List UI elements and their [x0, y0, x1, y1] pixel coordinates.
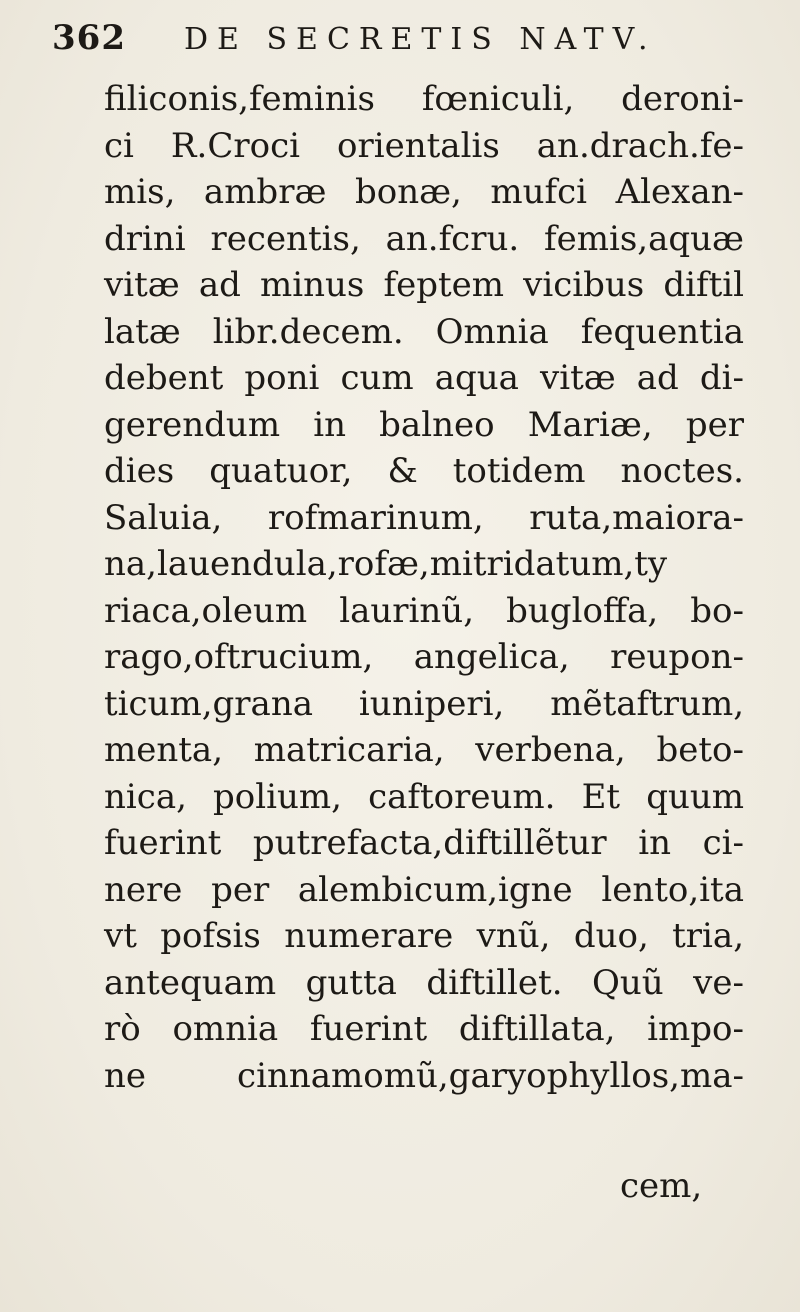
body-text	[104, 76, 744, 1099]
catchword: cem,	[620, 1166, 703, 1206]
text-line: latæ libr.decem. Omnia fequentia	[104, 311, 744, 352]
text-line: filiconis,feminis fœniculi, deroni-	[104, 79, 744, 119]
text-line: dies quatuor, & totidem noctes.	[104, 451, 744, 491]
text-line: menta, matricaria, verbena, beto-	[104, 730, 744, 770]
text-line: ci R.Croci orientalis an.drach.fe-	[104, 125, 744, 166]
text-line: rago,oftrucium, angelica, reupon-	[104, 637, 744, 677]
page-number: 362	[52, 18, 126, 58]
text-line: fuerint putrefacta,diftillẽtur in ci-	[104, 823, 744, 863]
running-title: DE SECRETIS NATV.	[184, 22, 657, 57]
text-line: ne cinnamomũ,garyophyllos,ma-	[104, 1055, 744, 1096]
text-line: ticum,grana iuniperi, mẽtaftrum,	[104, 683, 744, 724]
text-line: antequam gutta diftillet. Quũ ve-	[104, 962, 744, 1003]
text-line: nere per alembicum,igne lento,ita	[104, 869, 744, 910]
text-line: vitæ ad minus feptem vicibus diftil	[104, 265, 744, 305]
text-line: na,lauendula,rofæ,mitridatum,ty	[104, 544, 668, 584]
text-line: nica, polium, caftoreum. Et quum	[104, 776, 744, 817]
text-line: debent poni cum aqua vitæ ad di-	[104, 358, 744, 398]
text-line: Saluia, rofmarinum, ruta,maiora-	[104, 497, 744, 538]
text-line: rò omnia fuerint diftillata, impo-	[104, 1009, 744, 1049]
text-line: riaca,oleum laurinũ, bugloffa, bo-	[104, 590, 744, 631]
page-header	[52, 18, 752, 68]
text-line: mis, ambræ bonæ, mufci Alexan-	[104, 172, 744, 212]
text-line: gerendum in balneo Mariæ, per	[104, 404, 744, 445]
text-line: drini recentis, an.fcru. femis,aquæ	[104, 218, 744, 259]
text-line: vt pofsis numerare vnũ, duo, tria,	[104, 916, 744, 956]
